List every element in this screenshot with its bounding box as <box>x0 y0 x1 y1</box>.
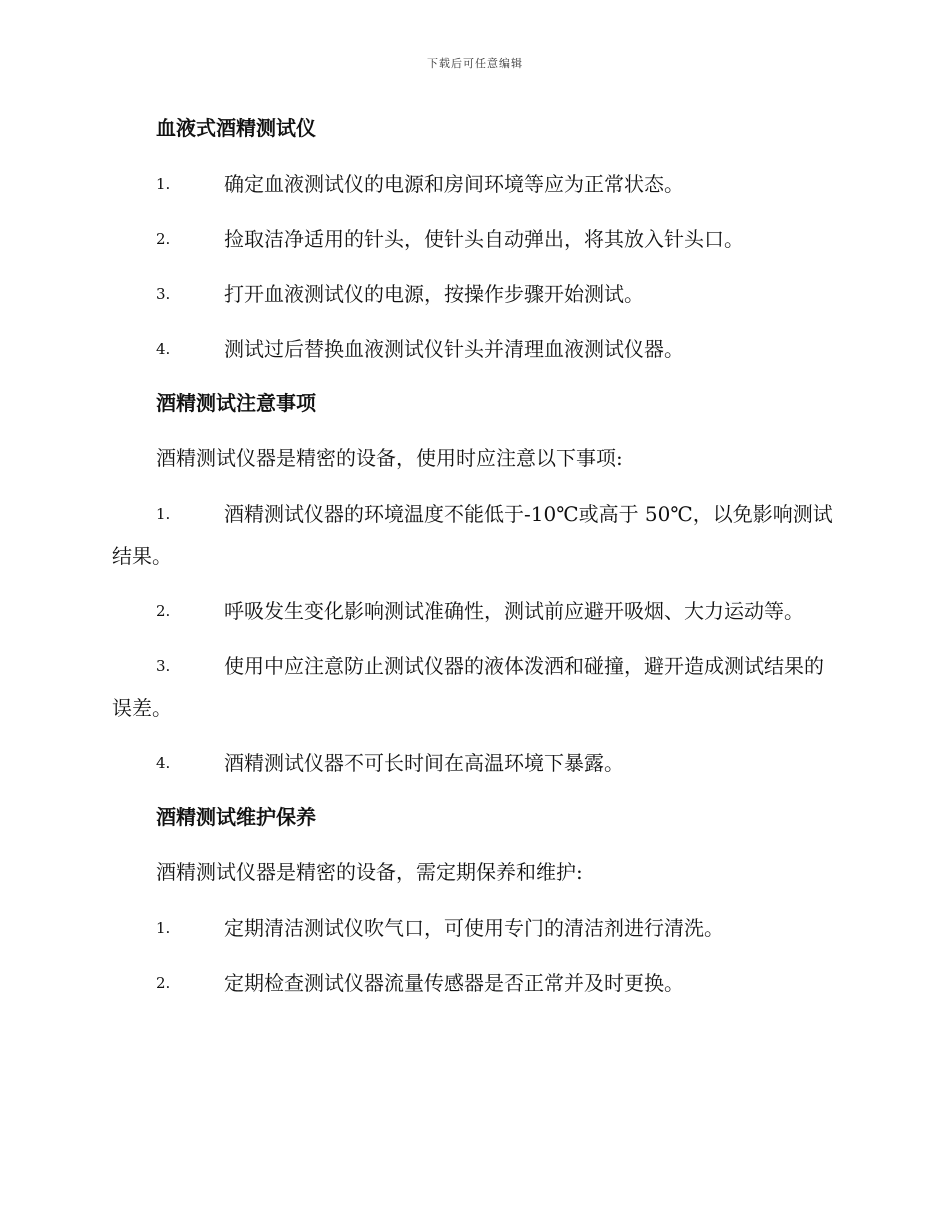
list-item <box>112 273 838 315</box>
list-item <box>112 907 838 949</box>
section-title: 血液式酒精测试仪 <box>156 116 316 140</box>
list-text: 酒精测试仪器的环境温度不能低于-10℃或高于 50℃，以免影响测试结果。 <box>112 502 833 568</box>
list-text: 呼吸发生变化影响测试准确性，测试前应避开吸烟、大力运动等。 <box>224 599 804 623</box>
list-item <box>112 590 838 632</box>
list-text: 定期检查测试仪器流量传感器是否正常并及时更换。 <box>224 971 684 995</box>
header-note: 下载后可任意编辑 <box>427 57 523 70</box>
list-item <box>112 742 838 784</box>
list-text: 确定血液测试仪的电源和房间环境等应为正常状态。 <box>224 172 684 196</box>
list-number: 1. <box>156 505 171 523</box>
list-number: 4. <box>156 340 171 358</box>
section-title: 酒精测试注意事项 <box>156 391 316 415</box>
list-item <box>112 328 838 370</box>
list-item <box>112 962 838 1004</box>
list-text: 定期清洁测试仪吹气口，可使用专门的清洁剂进行清洗。 <box>224 916 724 940</box>
list-text: 使用中应注意防止测试仪器的液体泼洒和碰撞，避开造成测试结果的误差。 <box>112 654 824 720</box>
document-body <box>112 108 838 1017</box>
list-number: 2. <box>156 602 171 620</box>
list-number: 4. <box>156 754 171 772</box>
list-number: 1. <box>156 919 171 937</box>
list-text: 酒精测试仪器不可长时间在高温环境下暴露。 <box>224 751 624 775</box>
list-text: 打开血液测试仪的电源，按操作步骤开始测试。 <box>224 282 644 306</box>
list-number: 2. <box>156 974 171 992</box>
list-number: 3. <box>156 657 171 675</box>
list-item <box>112 493 838 577</box>
section-intro: 酒精测试仪器是精密的设备，使用时应注意以下事项: <box>156 446 623 470</box>
list-text: 捡取洁净适用的针头，使针头自动弹出，将其放入针头口。 <box>224 227 744 251</box>
section-title: 酒精测试维护保养 <box>156 805 316 829</box>
list-number: 3. <box>156 285 171 303</box>
list-text: 测试过后替换血液测试仪针头并清理血液测试仪器。 <box>224 337 684 361</box>
list-item <box>112 218 838 260</box>
list-item <box>112 163 838 205</box>
list-number: 1. <box>156 175 171 193</box>
section-intro: 酒精测试仪器是精密的设备，需定期保养和维护: <box>156 860 583 884</box>
list-item <box>112 645 838 729</box>
list-number: 2. <box>156 230 171 248</box>
